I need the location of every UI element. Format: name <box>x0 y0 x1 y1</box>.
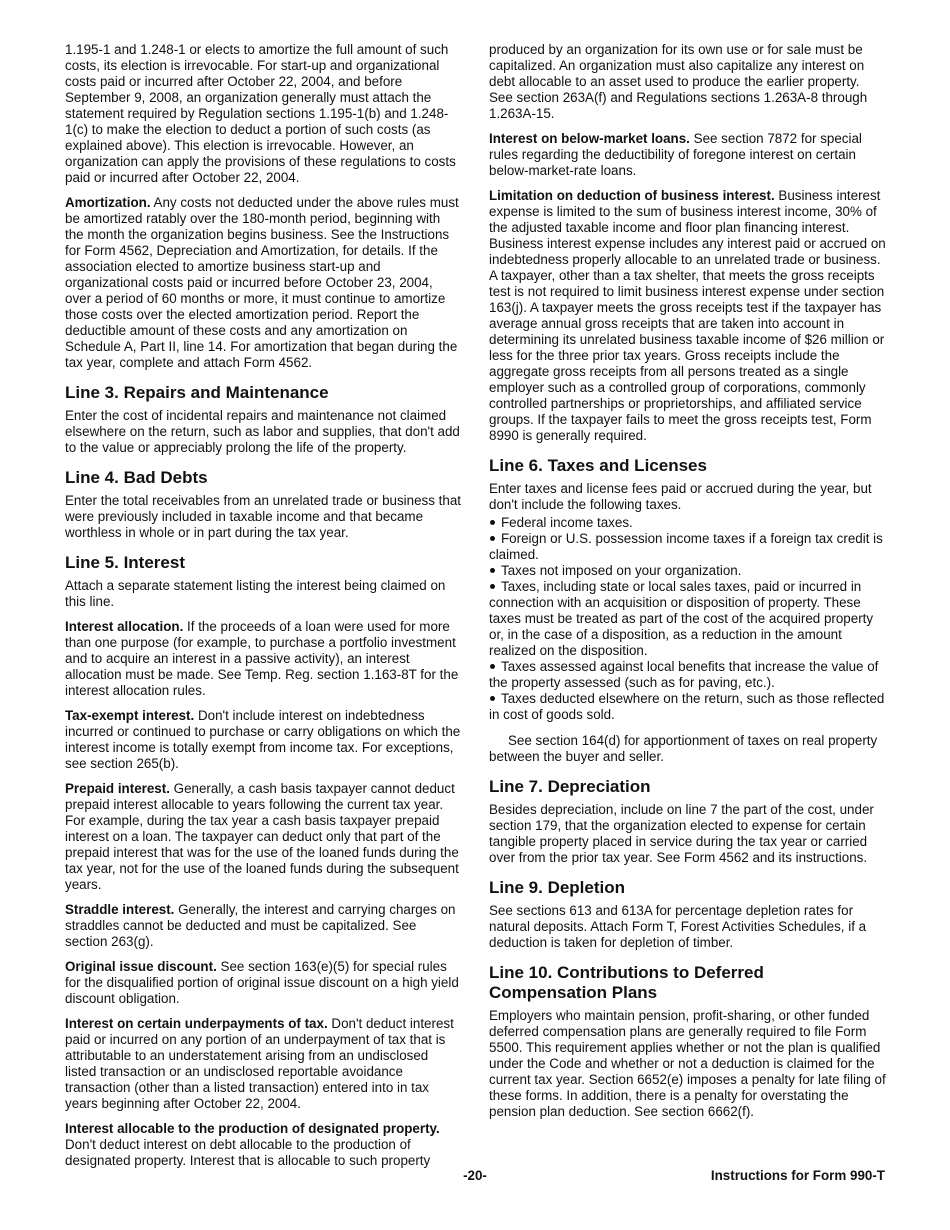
amortization-lead: Amortization. <box>65 195 151 210</box>
line6-heading: Line 6. Taxes and Licenses <box>489 456 707 475</box>
bullet-icon <box>490 664 495 669</box>
tax-exempt-interest-text: Don't include interest on indebtedness incurred or continued to purchase or carry obligations on which the interest income is totally exempt from income tax. For exceptions, see section 265(b). <box>65 708 461 771</box>
form-name: Instructions for Form 990-T <box>710 1168 885 1183</box>
list-item: Foreign or U.S. possession income taxes if a foreign tax credit is claimed. <box>489 531 883 562</box>
prepaid-interest-paragraph <box>65 781 462 893</box>
line9-text: See sections 613 and 613A for percentage depletion rates for natural deposits. Attach Form T, Forest Activities Schedules, if a deduction is taken for depletion of timber. <box>489 903 867 950</box>
bullet-icon <box>490 536 495 541</box>
amortization-text: Any costs not deducted under the above rules must be amortized ratably over the 180-month period, beginning with the month the organization begins business. See the Instructions for Form 4562, Depreciation and Amortization, for details. If the association elected to amortize business start-up and organizational costs paid or incurred before October 23, 2004, over a period of 60 months or more, it must continue to amortize those costs over the elected amortization period. Report the deductible amount of these costs and any amortization on Schedule A, Part II, line 14. For amortization that began during the tax year, complete and attach Form 4562. <box>65 195 459 370</box>
below-market-loans-paragraph <box>489 131 886 179</box>
amortization-paragraph <box>65 195 462 371</box>
underpayments-lead: Interest on certain underpayments of tax. <box>65 1016 328 1031</box>
tax-exempt-interest-paragraph <box>65 708 462 772</box>
line4-heading: Line 4. Bad Debts <box>65 468 208 487</box>
line10-text: Employers who maintain pension, profit-sharing, or other funded deferred compensation plans are generally required to file Form 5500. This requirement applies whether or not the plan is qualified under the Code and whether or not a deduction is claimed for the current tax year. Section 6652(e) imposes a penalty for late filing of these forms. In addition, there is a penalty for overstating the pension plan deduction. See section 6662(f). <box>489 1008 886 1119</box>
line7-heading: Line 7. Depreciation <box>489 777 651 796</box>
straddle-interest-paragraph <box>65 902 462 950</box>
continued-paragraph: produced by an organization for its own use or for sale must be capitalized. An organization must also capitalize any interest on debt allocable to an asset used to produce the earlier property. See section 263A(f) and Regulations sections 1.263A-8 through 1.263A-15. <box>489 42 868 121</box>
original-issue-discount-paragraph <box>65 959 462 1007</box>
below-market-loans-text: See section 7872 for special rules regarding the deductibility of foregone interest on certain below-market-rate loans. <box>489 131 862 178</box>
list-item: Taxes not imposed on your organization. <box>489 563 886 579</box>
underpayments-paragraph <box>65 1016 462 1112</box>
below-market-loans-lead: Interest on below-market loans. <box>489 131 690 146</box>
list-item: Taxes, including state or local sales taxes, paid or incurred in connection with an acquisition or disposition of property. These taxes must be treated as part of the cost of the acquired property or, in the case of a disposition, as a reduction in the amount realized on the disposition. <box>489 579 874 658</box>
intro-paragraph: 1.195-1 and 1.248-1 or elects to amortize the full amount of such costs, its election is irrevocable. For start-up and organizational costs paid or incurred after October 22, 2004, and before September 9, 2008, an organization generally must attach the statement required by Regulation sections 1.195-1(b) and 1.248-1(c) to make the election to deduct a portion of such costs (as explained above). This election is irrevocable. However, an organization can apply the provisions of these regulations to costs paid or incurred after October 22, 2004. <box>65 42 456 185</box>
line5-text: Attach a separate statement listing the interest being claimed on this line. <box>65 578 446 609</box>
line4-text: Enter the total receivables from an unrelated trade or business that were previously included in taxable income and that became worthless in whole or in part during the tax year. <box>65 493 461 540</box>
bullet-icon <box>490 696 495 701</box>
interest-allocation-text: If the proceeds of a loan were used for more than one purpose (for example, to purchase a portfolio investment and to acquire an interest in a passive activity), an interest allocation must be made. See Temp. Reg. section 1.163-8T for the interest allocation rules. <box>65 619 459 698</box>
straddle-interest-lead: Straddle interest. <box>65 902 175 917</box>
line3-heading: Line 3. Repairs and Maintenance <box>65 383 329 402</box>
bullet-icon <box>490 520 495 525</box>
underpayments-text: Don't deduct interest paid or incurred on any portion of an underpayment of tax that is attributable to an understatement arising from an undisclosed listed transaction or an undisclosed reportable avoidance transaction (other than a listed transaction) entered into in tax years beginning after October 22, 2004. <box>65 1016 454 1111</box>
tax-exempt-interest-lead: Tax-exempt interest. <box>65 708 195 723</box>
original-issue-discount-lead: Original issue discount. <box>65 959 217 974</box>
business-interest-limitation-lead: Limitation on deduction of business interest. <box>489 188 775 203</box>
line10-heading: Line 10. Contributions to Deferred Compensation Plans <box>489 963 764 1002</box>
list-item: Taxes deducted elsewhere on the return, such as those reflected in cost of goods sold. <box>489 691 885 722</box>
line6-intro: Enter taxes and license fees paid or accrued during the year, but don't include the following taxes. <box>489 481 872 512</box>
original-issue-discount-text: See section 163(e)(5) for special rules for the disqualified portion of original issue discount on a high yield discount obligation. <box>65 959 459 1006</box>
line5-heading: Line 5. Interest <box>65 553 185 572</box>
list-item: Taxes assessed against local benefits that increase the value of the property assessed (such as for paving, etc.). <box>489 659 879 690</box>
straddle-interest-text: Generally, the interest and carrying charges on straddles cannot be deducted and must be capitalized. See section 263(g). <box>65 902 456 949</box>
line6-note: See section 164(d) for apportionment of taxes on real property between the buyer and seller. <box>489 733 878 764</box>
prepaid-interest-lead: Prepaid interest. <box>65 781 170 796</box>
left-column <box>65 42 462 1178</box>
page-number: -20- <box>463 1168 487 1183</box>
business-interest-limitation-text: Business interest expense is limited to the sum of business interest income, 30% of the adjusted taxable income and floor plan financing interest. Business interest expense includes any interest paid or accrued on indebtedness properly allocable to an unrelated trade or business. A taxpayer, other than a tax shelter, that meets the gross receipts test is not required to limit business interest expense under section 163(j). A taxpayer meets the gross receipts test if the taxpayer has average annual gross receipts that are taken into account in determining its unrelated business taxable income of $26 million or less for the three prior tax years. Gross receipts include the aggregate gross receipts from all persons treated as a single employer such as a controlled group of corporations, commonly controlled partnerships or proprietorships, and affiliated service groups. If the taxpayer fails to meet the gross receipts test, Form 8990 is generally required. <box>489 188 886 443</box>
line7-text: Besides depreciation, include on line 7 the part of the cost, under section 179, that the organization elected to expense for certain tangible property placed in service during the tax year or carried over from the prior tax year. See Form 4562 and its instructions. <box>489 802 874 865</box>
page-footer <box>65 1168 885 1186</box>
line3-text: Enter the cost of incidental repairs and maintenance not claimed elsewhere on the return, such as labor and supplies, that don't add to the value or appreciably prolong the life of the property. <box>65 408 460 455</box>
prepaid-interest-text: Generally, a cash basis taxpayer cannot deduct prepaid interest allocable to years following the current tax year. For example, during the tax year a cash basis taxpayer prepaid interest on a loan. The taxpayer can deduct only that part of the prepaid interest that was for the use of the loaned funds during the tax year, not for the use of the loaned funds during the subsequent years. <box>65 781 459 892</box>
bullet-icon <box>490 568 495 573</box>
interest-allocation-lead: Interest allocation. <box>65 619 184 634</box>
line6-bullet-list <box>489 515 886 723</box>
designated-property-paragraph <box>65 1121 462 1169</box>
list-item: Federal income taxes. <box>489 515 886 531</box>
bullet-icon <box>490 584 495 589</box>
designated-property-lead: Interest allocable to the production of designated property. <box>65 1121 440 1136</box>
designated-property-text: Don't deduct interest on debt allocable to the production of designated property. Interest that is allocable to such property <box>65 1137 431 1168</box>
right-column <box>489 42 886 1129</box>
interest-allocation-paragraph <box>65 619 462 699</box>
business-interest-limitation-paragraph <box>489 188 886 444</box>
line9-heading: Line 9. Depletion <box>489 878 626 897</box>
